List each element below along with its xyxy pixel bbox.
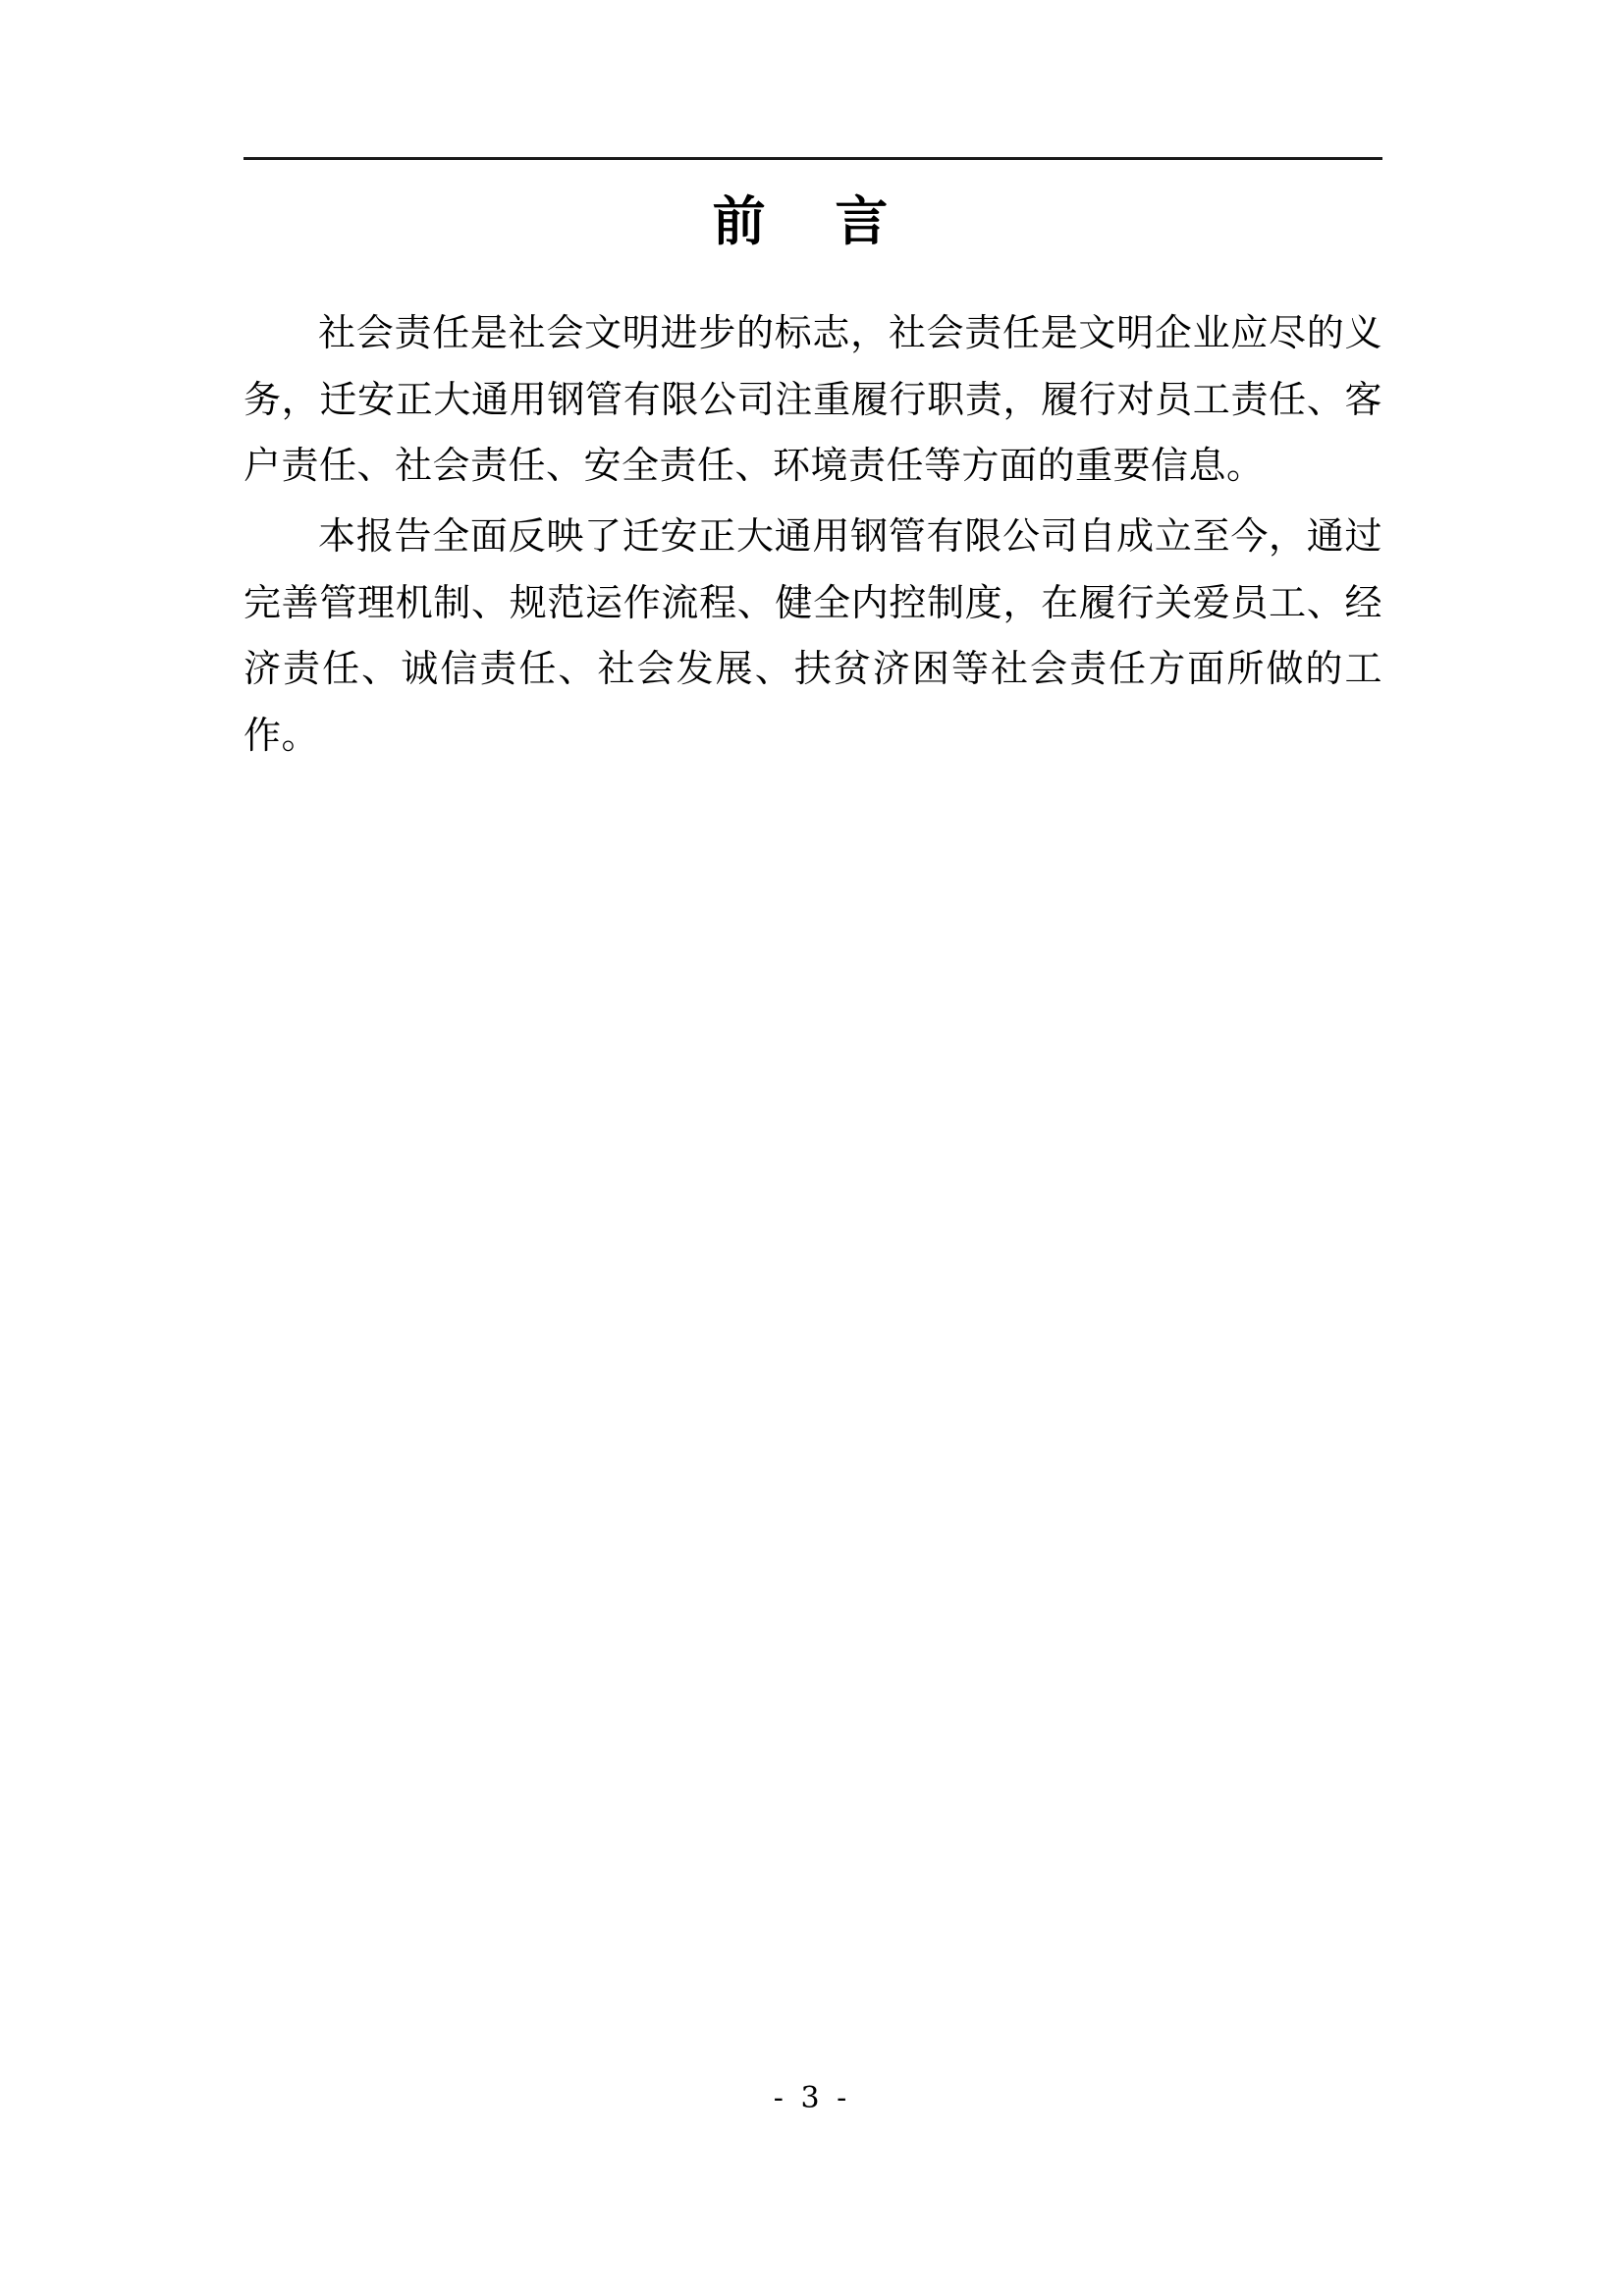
- page-title: 前 言: [712, 189, 914, 252]
- page-number-footer: - 3 -: [773, 2081, 851, 2115]
- paragraph-1: 社会责任是社会文明进步的标志，社会责任是文明企业应尽的义务，迁安正大通用钢管有限公司注重履行职责，履行对员工责任、客户责任、社会责任、安全责任、环境责任等方面的重要信息。: [244, 311, 1382, 488]
- page-content: [244, 157, 1382, 773]
- header-rule-divider: [244, 157, 1382, 160]
- paragraph-2: 本报告全面反映了迁安正大通用钢管有限公司自成立至今，通过完善管理机制、规范运作流程、健全内控制度，在履行关爱员工、经济责任、诚信责任、社会发展、扶贫济困等社会责任方面所做的工作。: [244, 513, 1382, 757]
